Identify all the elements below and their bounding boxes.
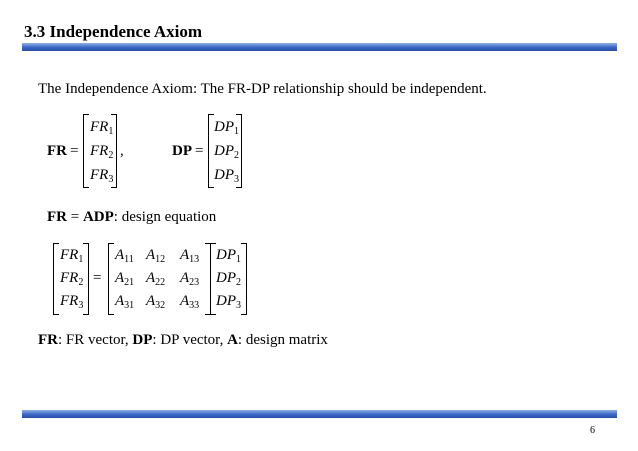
dp-vector-equals: = — [195, 143, 204, 159]
fr-vector-label: FR — [47, 143, 67, 159]
a-matrix-entry: $A_{21}$ — [115, 270, 135, 288]
a-matrix-entry: $A_{32}$ — [146, 293, 166, 311]
dp-column-entry: $DP_1$ — [216, 247, 241, 265]
a-matrix-left-bracket — [108, 243, 114, 315]
a-matrix-entry: $A_{33}$ — [180, 293, 200, 311]
page-number: 6 — [590, 425, 595, 436]
fr-column-left-bracket — [53, 243, 59, 315]
fr-column-right-bracket — [83, 243, 89, 315]
design-equation: FR = ADP: design equation — [47, 209, 217, 225]
fr-vector-entry: $FR_2$ — [90, 143, 114, 161]
dp-vector-label: DP — [172, 143, 192, 159]
fr-vector-entry: $FR_3$ — [90, 167, 114, 185]
a-matrix-entry: $A_{11}$ — [115, 247, 134, 265]
dp-vector-entry: $DP_1$ — [214, 119, 239, 137]
a-matrix-entry: $A_{31}$ — [115, 293, 135, 311]
intro-text: The Independence Axiom: The FR-DP relationship should be independent. — [38, 81, 487, 97]
fr-vector-entry: $FR_1$ — [90, 119, 114, 137]
dp-column-entry: $DP_3$ — [216, 293, 241, 311]
a-matrix-entry: $A_{23}$ — [180, 270, 200, 288]
title-divider-bar — [22, 43, 617, 51]
legend-caption: FR: FR vector, DP: DP vector, A: design matrix — [38, 332, 328, 348]
fr-column-entry: $FR_1$ — [60, 247, 84, 265]
matrix-equals: = — [93, 270, 102, 286]
footer-divider-bar — [22, 410, 617, 418]
a-matrix-entry: $A_{12}$ — [146, 247, 166, 265]
a-matrix-entry: $A_{13}$ — [180, 247, 200, 265]
fr-column-entry: $FR_3$ — [60, 293, 84, 311]
fr-vector-equals: = — [70, 143, 79, 159]
dp-vector-entry: $DP_3$ — [214, 167, 239, 185]
fr-vector-left-bracket — [83, 114, 89, 188]
dp-vector-entry: $DP_2$ — [214, 143, 239, 161]
a-matrix-entry: $A_{22}$ — [146, 270, 166, 288]
fr-vector-comma: , — [120, 143, 124, 159]
slide-title: 3.3 Independence Axiom — [24, 22, 203, 41]
dp-column-right-bracket — [241, 243, 247, 315]
fr-column-entry: $FR_2$ — [60, 270, 84, 288]
dp-column-entry: $DP_2$ — [216, 270, 241, 288]
